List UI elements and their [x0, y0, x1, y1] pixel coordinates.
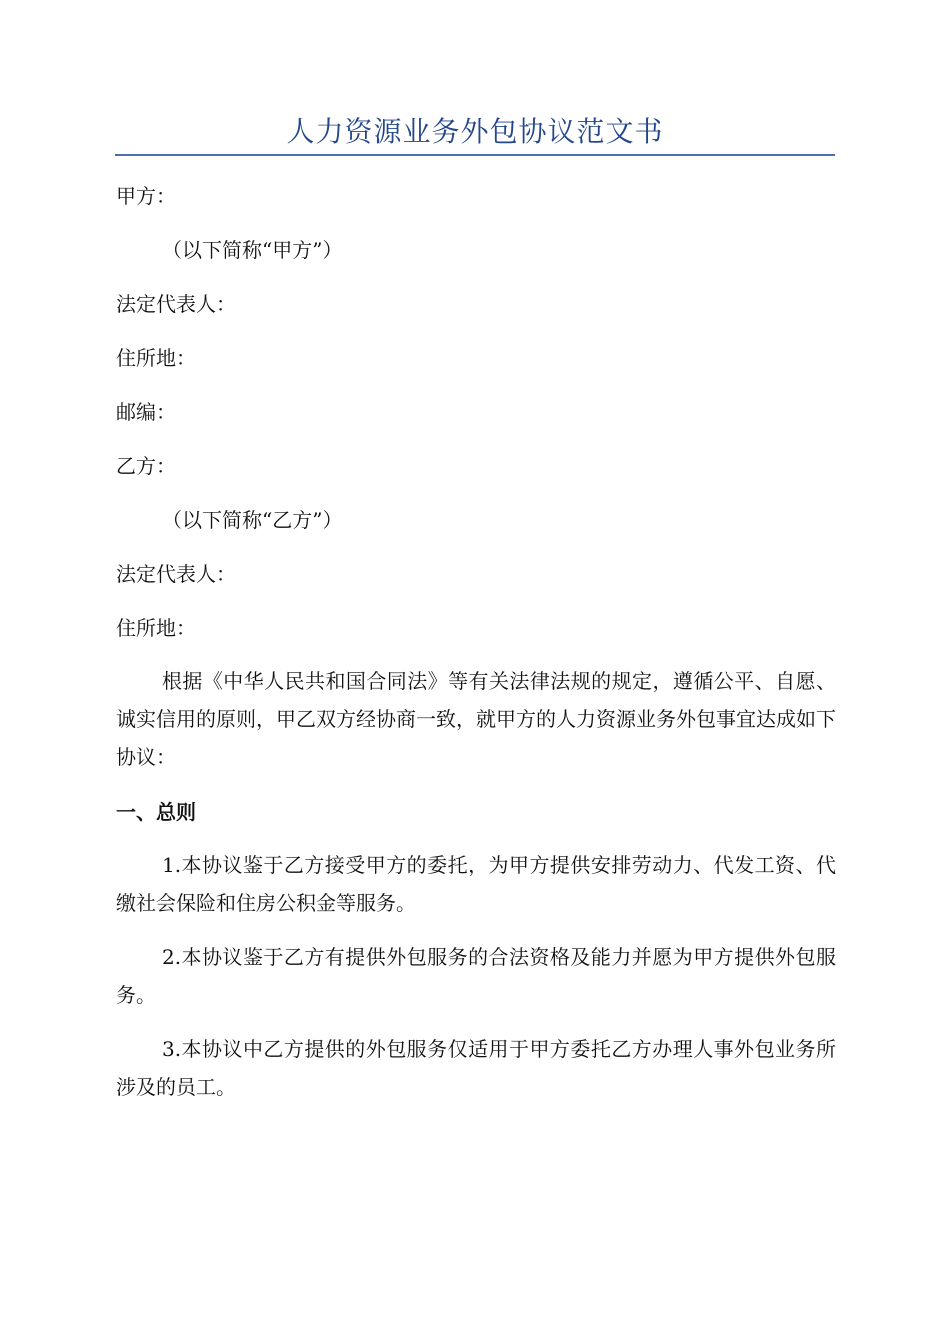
title-underline: [115, 154, 835, 156]
party-a-label: 甲方：: [116, 184, 176, 208]
section-1-heading: 一、总则: [116, 800, 196, 824]
document-title: 人力资源业务外包协议范文书: [286, 115, 664, 148]
party-a-postcode: 邮编：: [116, 400, 176, 424]
party-a-alias: （以下简称“甲方”）: [162, 238, 343, 262]
party-a-address: 住所地：: [116, 346, 196, 370]
preamble-paragraph: 根据《中华人民共和国合同法》等有关法律法规的规定，遵循公平、自愿、诚实信用的原则，甲乙双方经协商一致，就甲方的人力资源业务外包事宜达成如下协议：: [116, 669, 836, 769]
party-a-legal-rep: 法定代表人：: [116, 292, 236, 316]
party-b-address: 住所地：: [116, 616, 196, 640]
party-b-legal-rep: 法定代表人：: [116, 562, 236, 586]
clause-1: 1.本协议鉴于乙方接受甲方的委托，为甲方提供安排劳动力、代发工资、代缴社会保险和住房公积金等服务。: [116, 853, 836, 915]
party-b-alias: （以下简称“乙方”）: [162, 508, 343, 532]
clause-2: 2.本协议鉴于乙方有提供外包服务的合法资格及能力并愿为甲方提供外包服务。: [116, 945, 836, 1007]
party-b-label: 乙方：: [116, 454, 176, 478]
clause-3: 3.本协议中乙方提供的外包服务仅适用于甲方委托乙方办理人事外包业务所涉及的员工。: [116, 1037, 836, 1099]
